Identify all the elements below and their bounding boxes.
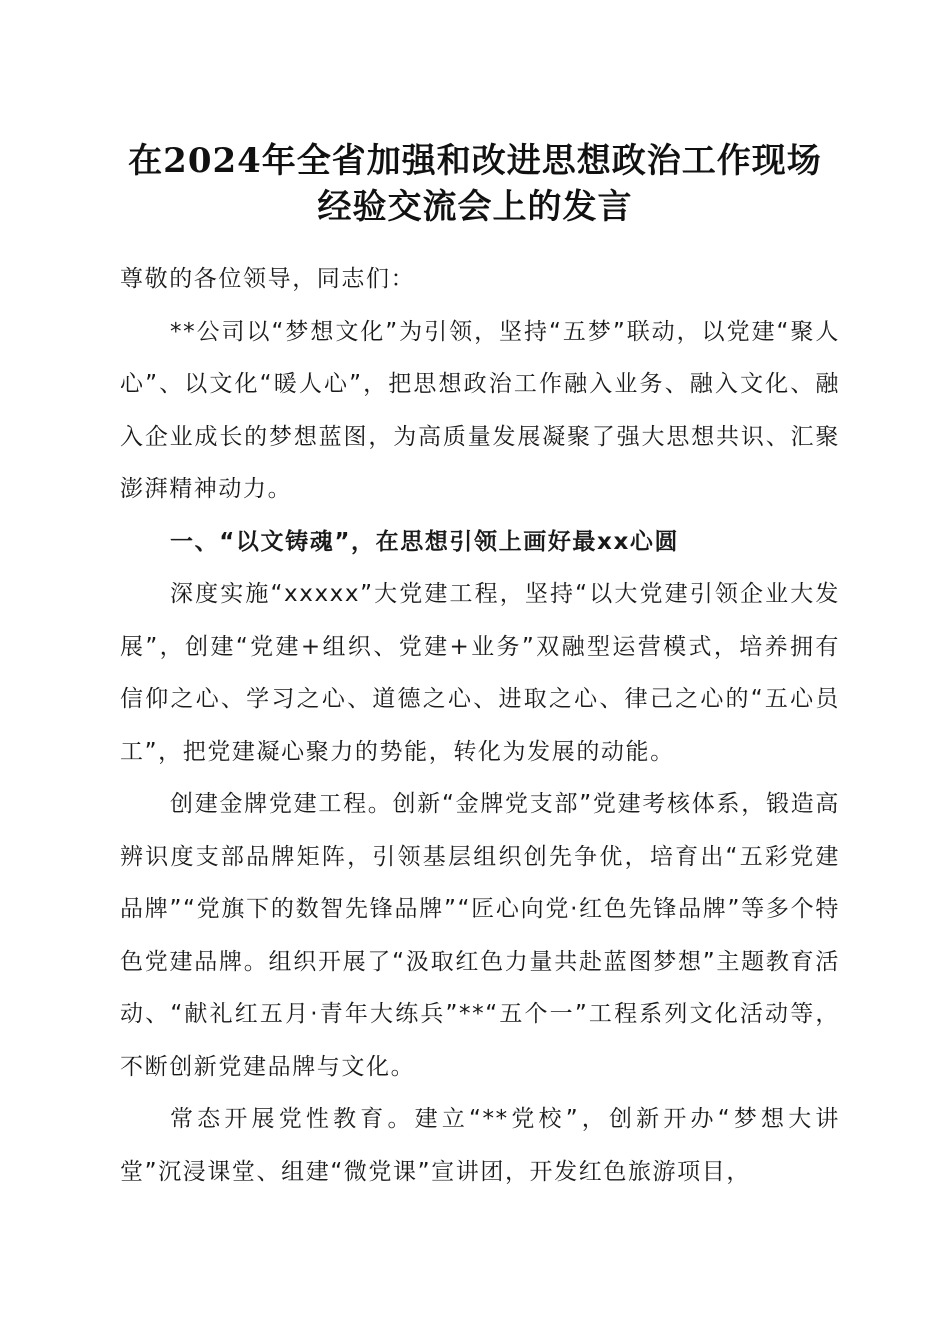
section-1-paragraph-2: 创建金牌党建工程。创新“金牌党支部”党建考核体系，锻造高辨识度支部品牌矩阵，引领基层组织创先争优，培育出“五彩党建品牌”“党旗下的数智先锋品牌”“匠心向党·红色先锋品牌”等多个特色党建品牌。组织开展了“汲取红色力量共赴蓝图梦想”主题教育活动、“献礼红五月·青年大练兵”**“五个一”工程系列文化活动等，不断创新党建品牌与文化。 xyxy=(120,791,840,1080)
salutation: 尊敬的各位领导，同志们： xyxy=(120,266,416,292)
document-title-line-2: 经验交流会上的发言 xyxy=(317,187,633,227)
document-title-line-1: 在2024年全省加强和改进思想政治工作现场 xyxy=(128,141,822,181)
intro-paragraph: **公司以“梦想文化”为引领，坚持“五梦”联动，以党建“聚人心”、以文化“暖人心”，把思想政治工作融入业务、融入文化、融入企业成长的梦想蓝图，为高质量发展凝聚了强大思想共识、汇聚澎湃精神动力。 xyxy=(120,318,840,502)
section-1-paragraph-3: 常态开展党性教育。建立“**党校”，创新开办“梦想大讲堂”沉浸课堂、组建“微党课”宣讲团，开发红色旅游项目， xyxy=(120,1106,840,1185)
document-body xyxy=(120,253,840,1198)
section-1-heading: 一、“以文铸魂”，在思想引领上画好最xx心圆 xyxy=(170,528,680,555)
section-1-paragraph-1: 深度实施“xxxxx”大党建工程，坚持“以大党建引领企业大发展”，创建“党建+组织、党建+业务”双融型运营模式，培养拥有信仰之心、学习之心、道德之心、进取之心、律己之心的“五心员工”，把党建凝心聚力的势能，转化为发展的动能。 xyxy=(120,581,840,765)
